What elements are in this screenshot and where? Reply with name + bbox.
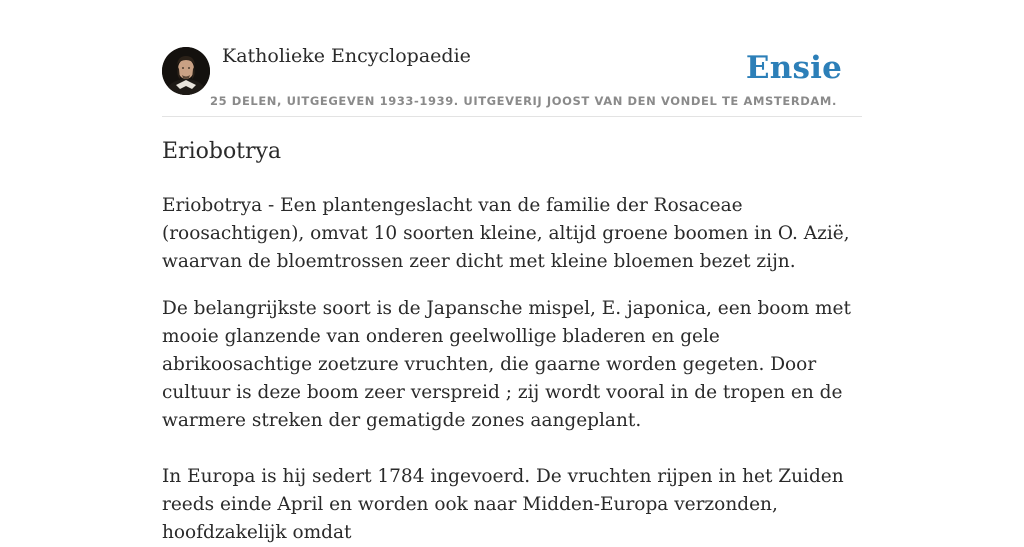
source-title-link[interactable]: Katholieke Encyclopaedie xyxy=(222,45,471,67)
header xyxy=(162,0,862,117)
article-paragraph: In Europa is hij sedert 1784 ingevoerd. De vruchten rijpen in het Zuiden reeds einde April en worden ook naar Midden-Europa verzonden, hoofdzakelijk omdat xyxy=(162,466,844,543)
article-paragraph: Eriobotrya - Een plantengeslacht van de familie der Rosaceae (roosachtigen), omvat 10 soorten kleine, altijd groene boomen in O. Azië, waarvan de bloemtrossen zeer dicht met kleine bloemen bezet zijn. xyxy=(162,195,850,272)
ensie-logo-link[interactable]: Ensie xyxy=(745,50,842,86)
page xyxy=(162,0,862,543)
portrait-icon xyxy=(162,47,210,95)
article-paragraph: De belangrijkste soort is de Japansche mispel, E. japonica, een boom met mooie glanzende van onderen geelwollige bladeren en gele abrikoosachtige zoetzure vruchten, die gaarne worden gegeten. Door cultuur is deze boom zeer verspreid ; zij wordt vooral in de tropen en de warmere streken der gematigde zones aangeplant. xyxy=(162,298,851,431)
source-subtitle: 25 DELEN, UITGEGEVEN 1933-1939. UITGEVERIJ JOOST VAN DEN VONDEL TE AMSTERDAM. xyxy=(210,94,837,108)
source-avatar[interactable] xyxy=(162,47,210,95)
entry-title: Eriobotrya xyxy=(162,139,282,164)
